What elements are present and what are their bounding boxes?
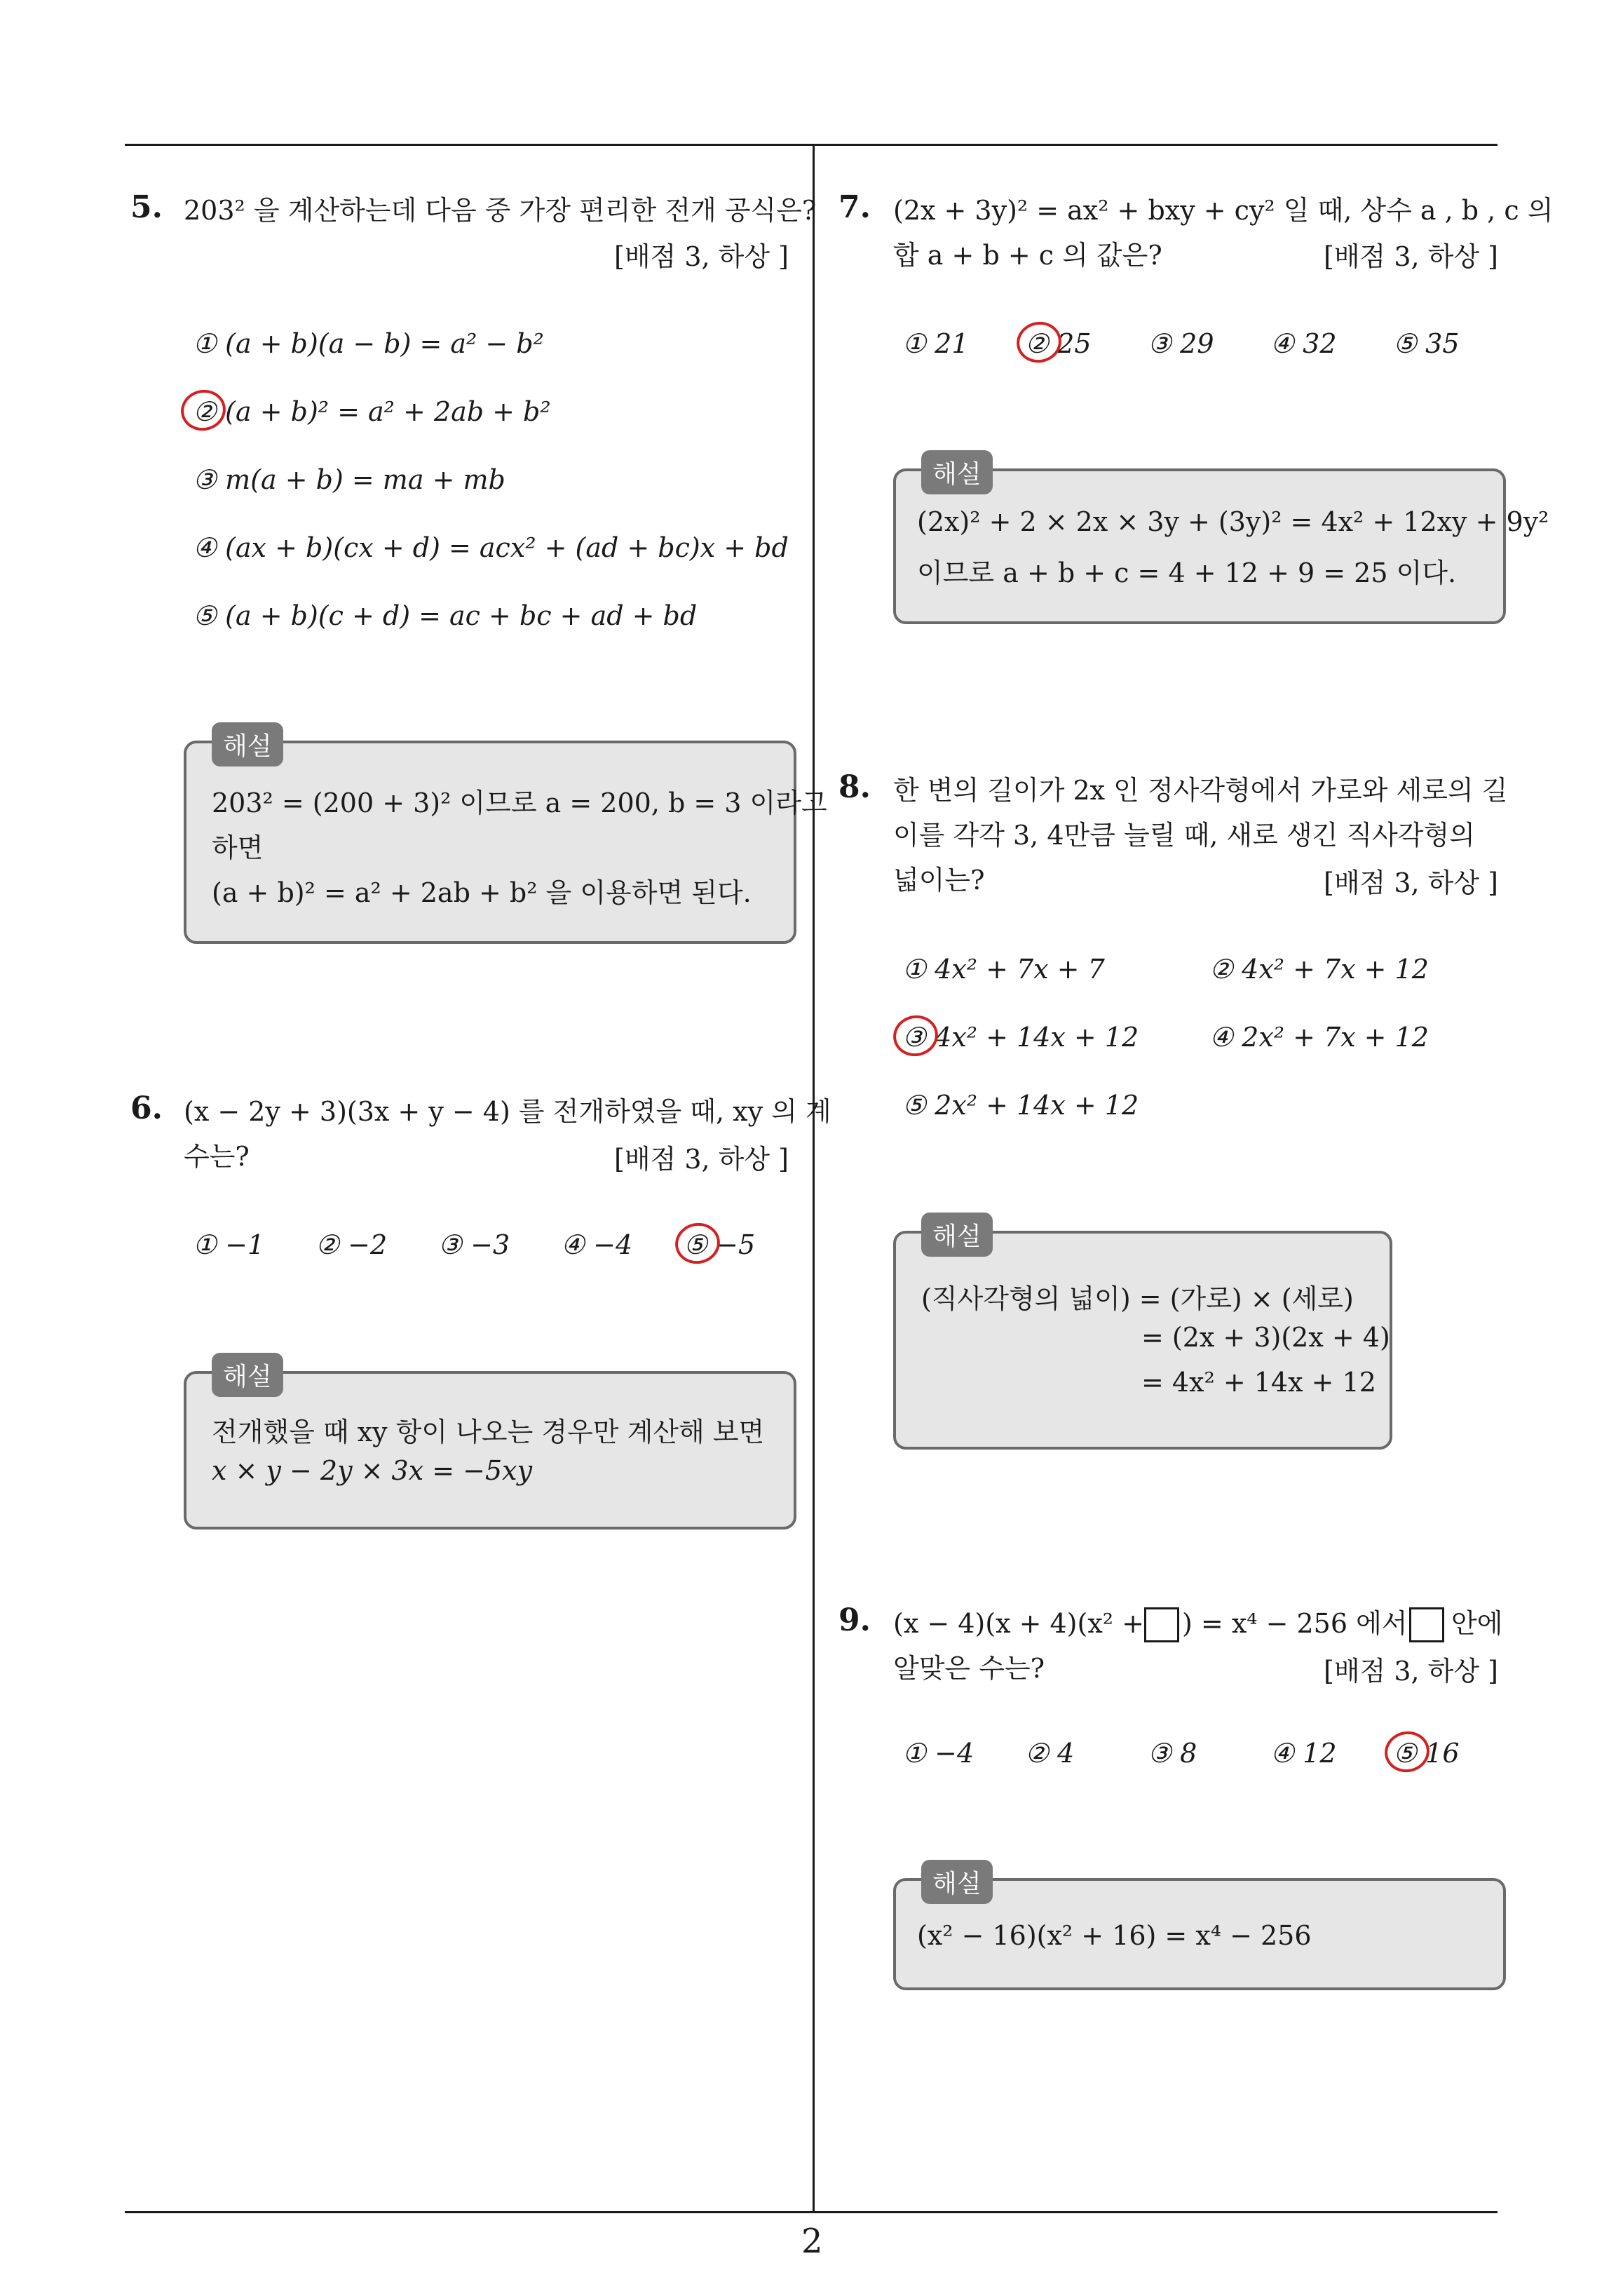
- choice-4[interactable]: ④ 2x² + 7x + 12: [1209, 1022, 1429, 1053]
- solution-tag: 해설: [212, 1353, 283, 1397]
- solution-line: (2x)² + 2 × 2x × 3y + (3y)² = 4x² + 12xy + 9y²: [917, 506, 1549, 537]
- choice-3[interactable]: ③ 29: [1148, 328, 1214, 359]
- answer-mark: [672, 1219, 724, 1268]
- question-number: 7.: [838, 189, 871, 225]
- solution-line: 203² = (200 + 3)² 이므로 a = 200, b = 3 이라고: [212, 788, 827, 818]
- blank-box: [1409, 1607, 1444, 1642]
- question-number: 8.: [838, 769, 871, 805]
- question-number: 5.: [130, 189, 163, 225]
- top-rule: [125, 144, 1498, 146]
- answer-mark: [890, 1011, 942, 1060]
- question-text-part: 안에: [1451, 1608, 1503, 1639]
- points-label: [배점 3, 하상 ]: [1324, 241, 1498, 272]
- solution-line: (a + b)² = a² + 2ab + b² 을 이용하면 된다.: [212, 877, 752, 908]
- answer-mark: [1381, 1727, 1434, 1776]
- question-text: 넓이는?: [893, 865, 985, 896]
- question-text-part: (x − 4)(x + 4)(x² +: [893, 1608, 1144, 1639]
- solution-tag: 해설: [212, 722, 283, 767]
- choice-4[interactable]: ④ 32: [1270, 328, 1337, 359]
- choice-4[interactable]: ④ −4: [561, 1229, 633, 1260]
- solution-box: [184, 1363, 796, 1529]
- solution-line: 전개했을 때 xy 항이 나오는 경우만 계산해 보면: [212, 1417, 765, 1447]
- choice-1[interactable]: ① −1: [193, 1229, 265, 1260]
- solution-tag: 해설: [921, 450, 993, 494]
- points-label: [배점 3, 하상 ]: [1324, 867, 1498, 898]
- question-text: (x − 2y + 3)(3x + y − 4) 를 전개하였을 때, xy 의 계: [184, 1096, 831, 1127]
- choice-2[interactable]: ② (a + b)² = a² + 2ab + b²: [193, 396, 551, 427]
- choice-4[interactable]: ④ (ax + b)(cx + d) = acx² + (ad + bc)x + bd: [193, 532, 789, 563]
- choice-3[interactable]: ③ m(a + b) = ma + mb: [193, 464, 505, 495]
- choice-2[interactable]: ② 4x² + 7x + 12: [1209, 954, 1429, 985]
- question-number: 6.: [130, 1090, 163, 1126]
- question-text: 한 변의 길이가 2x 인 정사각형에서 가로와 세로의 길: [893, 775, 1508, 806]
- choice-5[interactable]: ⑤ 2x² + 14x + 12: [902, 1090, 1139, 1121]
- solution-line: 이므로 a + b + c = 4 + 12 + 9 = 25 이다.: [917, 558, 1457, 588]
- solution-line: x × y − 2y × 3x = −5xy: [212, 1455, 533, 1486]
- solution-line: = (2x + 3)(2x + 4): [1141, 1322, 1390, 1353]
- question-number: 9.: [838, 1602, 871, 1638]
- choice-5[interactable]: ⑤ −5: [684, 1229, 756, 1260]
- question-text: 수는?: [184, 1141, 250, 1172]
- solution-tag: 해설: [921, 1213, 993, 1257]
- question-text: 203² 을 계산하는데 다음 중 가장 편리한 전개 공식은?: [184, 195, 817, 226]
- choice-5[interactable]: ⑤ 35: [1393, 328, 1460, 359]
- answer-mark: [177, 386, 230, 435]
- question-text: 합 a + b + c 의 값은?: [893, 240, 1162, 271]
- page-number: 2: [801, 2222, 823, 2261]
- question-text-part: ) = x⁴ − 256 에서: [1182, 1608, 1408, 1639]
- choice-2[interactable]: ② −2: [315, 1229, 388, 1260]
- choice-4[interactable]: ④ 12: [1270, 1738, 1337, 1769]
- choice-2[interactable]: ② 25: [1025, 328, 1092, 359]
- solution-line: 하면: [212, 832, 264, 863]
- answer-mark: [1013, 318, 1066, 367]
- choice-1[interactable]: ① (a + b)(a − b) = a² − b²: [193, 328, 544, 359]
- choice-1[interactable]: ① 21: [902, 328, 969, 359]
- question-text: (2x + 3y)² = ax² + bxy + cy² 일 때, 상수 a , b , c 의: [893, 195, 1554, 226]
- choice-2[interactable]: ② 4: [1025, 1738, 1075, 1769]
- solution-box: [893, 460, 1549, 624]
- choice-3[interactable]: ③ −3: [438, 1229, 510, 1260]
- choice-5[interactable]: ⑤ (a + b)(c + d) = ac + bc + ad + bd: [193, 600, 698, 631]
- choice-3[interactable]: ③ 8: [1148, 1738, 1197, 1769]
- blank-box: [1144, 1607, 1179, 1642]
- column-divider: [813, 144, 815, 2213]
- solution-box: [184, 732, 827, 944]
- solution-line: (직사각형의 넓이) = (가로) × (세로): [921, 1283, 1354, 1314]
- bottom-rule: [125, 2211, 1498, 2213]
- solution-tag: 해설: [921, 1860, 993, 1904]
- solution-line: (x² − 16)(x² + 16) = x⁴ − 256: [917, 1920, 1312, 1951]
- choice-5[interactable]: ⑤ 16: [1393, 1738, 1460, 1769]
- points-label: [배점 3, 하상 ]: [614, 1144, 789, 1175]
- points-label: [배점 3, 하상 ]: [1324, 1656, 1498, 1687]
- solution-line: = 4x² + 14x + 12: [1141, 1367, 1376, 1398]
- question-text: 이를 각각 3, 4만큼 늘릴 때, 새로 생긴 직사각형의: [893, 820, 1475, 851]
- choice-1[interactable]: ① −4: [902, 1738, 975, 1769]
- choice-1[interactable]: ① 4x² + 7x + 7: [902, 954, 1105, 985]
- question-text: 알맞은 수는?: [893, 1653, 1045, 1684]
- choice-3[interactable]: ③ 4x² + 14x + 12: [902, 1022, 1139, 1053]
- solution-box: [893, 1222, 1392, 1450]
- points-label: [배점 3, 하상 ]: [614, 241, 789, 272]
- solution-box: [893, 1870, 1506, 1990]
